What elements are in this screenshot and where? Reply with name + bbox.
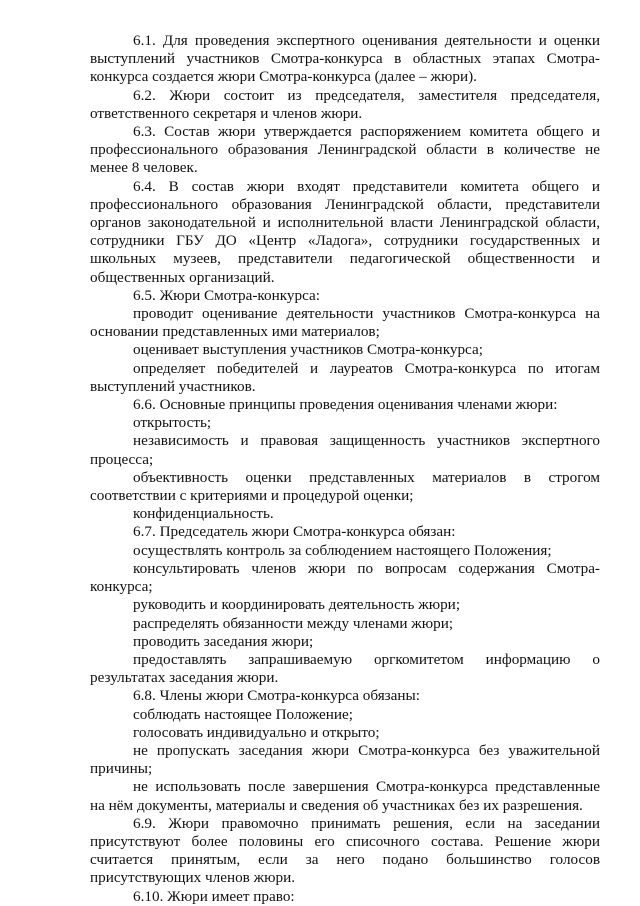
- list-item: оценивает выступления участников Смотра-конкурса;: [133, 341, 483, 359]
- list-item: конфиденциальность.: [133, 505, 274, 523]
- list-item: проводит оценивание деятельности участников Смотра-конкурса на основании представленных ими материалов;: [90, 305, 600, 341]
- list-item: руководить и координировать деятельность жюри;: [133, 596, 461, 614]
- paragraph-6-4: 6.4. В состав жюри входят представители комитета общего и профессионального образования Ленинградской области, представители органов законодательной и исполнительной власти Ленинградской области, сотрудники ГБУ ДО «Центр «Ладога», сотрудники государственных и школьных музеев, представители педагогической общественности и общественных организаций.: [90, 177, 600, 286]
- paragraph-6-1: 6.1. Для проведения экспертного оценивания деятельности и оценки выступлений участников Смотра-конкурса в областных этапах Смотра-конкурса создается жюри Смотра-конкурса (далее – жюри).: [90, 32, 600, 86]
- list-item: независимость и правовая защищенность участников экспертного процесса;: [90, 432, 600, 468]
- paragraph-6-3: 6.3. Состав жюри утверждается распоряжением комитета общего и профессионального образования Ленинградской области в количестве не менее 8 человек.: [90, 123, 600, 177]
- list-item: определяет победителей и лауреатов Смотра-конкурса по итогам выступлений участников.: [90, 359, 600, 395]
- list-item: распределять обязанности между членами жюри;: [133, 614, 454, 632]
- list-item: не использовать после завершения Смотра-конкурса представленные на нём документы, материалы и сведения об участниках без их разрешения.: [90, 778, 600, 814]
- paragraph-6-7: 6.7. Председатель жюри Смотра-конкурса обязан:: [133, 523, 456, 541]
- paragraph-6-6: 6.6. Основные принципы проведения оценивания членами жюри:: [133, 396, 558, 414]
- list-item: проводить заседания жюри;: [133, 632, 314, 650]
- list-item: соблюдать настоящее Положение;: [133, 705, 353, 723]
- list-item: не пропускать заседания жюри Смотра-конкурса без уважительной причины;: [90, 741, 600, 778]
- paragraph-6-10: 6.10. Жюри имеет право:: [133, 887, 295, 905]
- document-page: [90, 32, 600, 906]
- paragraph-6-9: 6.9. Жюри правомочно принимать решения, если на заседании присутствуют более половины его списочного состава. Решение жюри считается принятым, если за него подано большинство голосов присутствующих членов жюри.: [90, 814, 600, 887]
- paragraph-6-8: 6.8. Члены жюри Смотра-конкурса обязаны:: [133, 687, 420, 705]
- list-item: предоставлять запрашиваемую оргкомитетом информацию о результатах заседания жюри.: [90, 650, 600, 687]
- list-item: консультировать членов жюри по вопросам содержания Смотра-конкурса;: [90, 559, 600, 596]
- list-item: открытость;: [133, 414, 212, 432]
- paragraph-6-5: 6.5. Жюри Смотра-конкурса:: [133, 286, 320, 304]
- list-item: голосовать индивидуально и открыто;: [133, 723, 380, 741]
- list-item: осуществлять контроль за соблюдением настоящего Положения;: [133, 541, 552, 559]
- list-item: объективность оценки представленных материалов в строгом соответствии с критериями и процедурой оценки;: [90, 468, 600, 505]
- paragraph-6-2: 6.2. Жюри состоит из председателя, заместителя председателя, ответственного секретаря и членов жюри.: [90, 86, 600, 122]
